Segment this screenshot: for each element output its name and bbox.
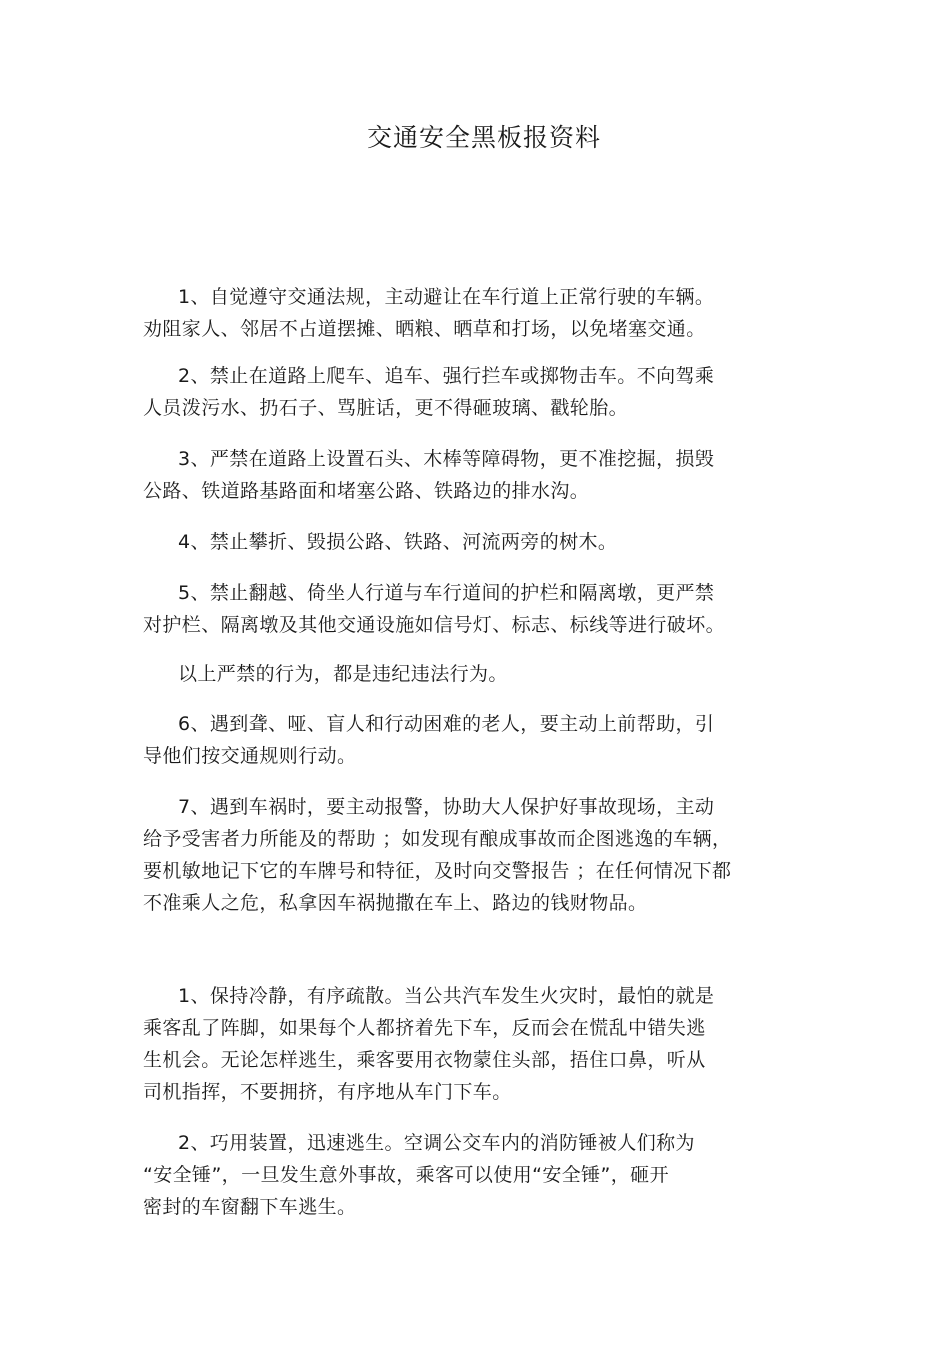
paragraph-line: 密封的车窗翻下车逃生。: [143, 1196, 357, 1218]
paragraph-line: 5、禁止翻越、倚坐人行道与车行道间的护栏和隔离墩，更严禁: [178, 582, 715, 604]
paragraph-line: 劝阻家人、邻居不占道摆摊、晒粮、晒草和打场，以免堵塞交通。: [143, 318, 706, 340]
paragraph-line: 对护栏、隔离墩及其他交通设施如信号灯、标志、标线等进行破坏。: [143, 614, 726, 636]
document-title: 交通安全黑板报资料: [366, 123, 601, 152]
paragraph-line: 4、禁止攀折、毁损公路、铁路、河流两旁的树木。: [178, 531, 618, 553]
paragraph-line: 2、巧用装置，迅速逃生。空调公交车内的消防锤被人们称为: [178, 1132, 695, 1154]
paragraph-line: “安全锤”，一旦发生意外事故，乘客可以使用“安全锤”，砸开: [143, 1164, 669, 1186]
paragraph-line: 2、禁止在道路上爬车、追车、强行拦车或掷物击车。不向驾乘: [178, 365, 715, 387]
paragraph-line: 以上严禁的行为，都是违纪违法行为。: [178, 663, 508, 685]
paragraph-line: 公路、铁道路基路面和堵塞公路、铁路边的排水沟。: [143, 480, 590, 502]
paragraph-line: 给予受害者力所能及的帮助 ；如发现有酿成事故而企图逃逸的车辆，: [143, 828, 732, 850]
paragraph-escape-1: [143, 980, 714, 1108]
paragraph-line: 要机敏地记下它的车牌号和特征，及时向交警报告 ；在任何情况下都: [143, 860, 732, 882]
paragraph-line: 不准乘人之危，私拿因车祸抛撒在车上、路边的钱财物品。: [143, 892, 648, 914]
paragraph-escape-2: [143, 1127, 695, 1223]
paragraph-rule-1: [143, 281, 714, 345]
paragraph-rule-7: [143, 791, 731, 919]
paragraph-line: 1、自觉遵守交通法规，主动避让在车行道上正常行驶的车辆。: [178, 286, 715, 308]
paragraph-line: 生机会。无论怎样逃生，乘客要用衣物蒙住头部，捂住口鼻，听从: [143, 1049, 706, 1071]
paragraph-summary: [143, 658, 508, 690]
paragraph-line: 人员泼污水、扔石子、骂脏话，更不得砸玻璃、戳轮胎。: [143, 397, 629, 419]
paragraph-line: 1、保持冷静，有序疏散。当公共汽车发生火灾时，最怕的就是: [178, 985, 715, 1007]
paragraph-rule-6: [143, 708, 714, 772]
paragraph-line: 7、遇到车祸时，要主动报警，协助大人保护好事故现场，主动: [178, 796, 715, 818]
paragraph-line: 乘客乱了阵脚，如果每个人都挤着先下车，反而会在慌乱中错失逃: [143, 1017, 706, 1039]
paragraph-line: 6、遇到聋、哑、盲人和行动困难的老人，要主动上前帮助，引: [178, 713, 715, 735]
paragraph-rule-2: [143, 360, 714, 424]
paragraph-rule-4: [143, 526, 617, 558]
paragraph-line: 3、严禁在道路上设置石头、木棒等障碍物，更不准挖掘，损毁: [178, 448, 715, 470]
paragraph-line: 导他们按交通规则行动。: [143, 745, 357, 767]
paragraph-rule-5: [143, 577, 725, 641]
paragraph-line: 司机指挥，不要拥挤，有序地从车门下车。: [143, 1081, 512, 1103]
paragraph-rule-3: [143, 443, 714, 507]
